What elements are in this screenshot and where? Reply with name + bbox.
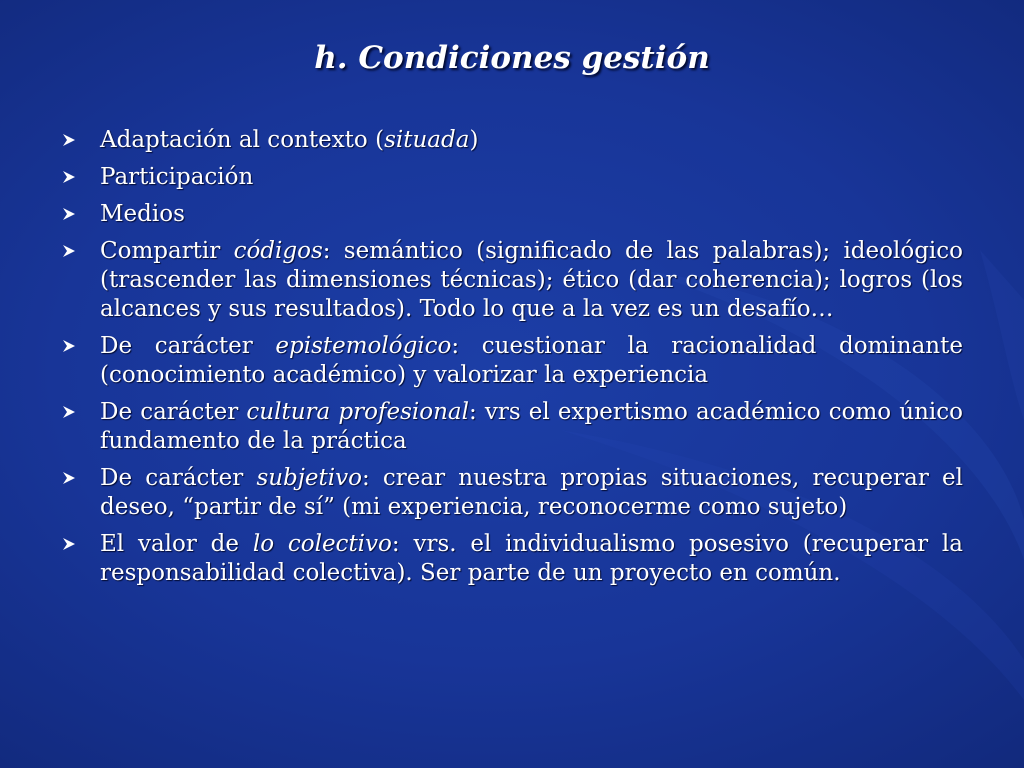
bullet-item [62, 398, 963, 456]
bullet-text [100, 238, 963, 322]
text-run: De carácter [100, 333, 276, 359]
text-run: Compartir [100, 238, 234, 264]
arrowhead-bullet-icon [62, 207, 76, 221]
emphasized-term: lo colectivo [252, 531, 392, 557]
bullet-item [62, 530, 963, 588]
text-run: : semántico (significado de las palabras); ideológico (trascender las dimensiones técnicas); ético (dar coherencia); logros (los alcances y sus resultados). Todo lo que a la vez es un desafío… [100, 238, 963, 322]
arrowhead-bullet-icon [62, 537, 76, 551]
arrowhead-bullet-icon [62, 244, 76, 258]
bullet-item [62, 126, 963, 155]
bullet-text [100, 465, 963, 520]
text-run: De carácter [100, 465, 257, 491]
bullet-text [100, 399, 963, 454]
emphasized-term: códigos [233, 238, 323, 264]
bullet-text [100, 164, 253, 190]
bullet-text [100, 531, 963, 586]
text-run: : crear nuestra propias situaciones, recuperar el deseo, “partir de sí” (mi experiencia, reconocerme como sujeto) [100, 465, 963, 520]
text-run: Participación [100, 164, 254, 190]
arrowhead-bullet-icon [62, 405, 76, 419]
bullet-item [62, 163, 963, 192]
text-run: ) [469, 127, 479, 153]
arrowhead-bullet-icon [62, 133, 76, 147]
text-run: El valor de [100, 531, 253, 557]
emphasized-term: situada [384, 127, 470, 153]
emphasized-term: epistemológico [275, 333, 452, 359]
bullet-text [100, 333, 963, 388]
bullet-item [62, 200, 963, 229]
text-run: : cuestionar la racionalidad dominante (conocimiento académico) y valorizar la experiencia [100, 333, 963, 388]
arrowhead-bullet-icon [62, 170, 76, 184]
text-run: : vrs el expertismo académico como único fundamento de la práctica [100, 399, 963, 454]
bullet-text [100, 127, 478, 153]
bullet-item [62, 464, 963, 522]
text-run: : vrs. el individualismo posesivo (recuperar la responsabilidad colectiva). Ser parte de un proyecto en común. [100, 531, 963, 586]
text-run: Adaptación al contexto ( [100, 127, 385, 153]
emphasized-term: subjetivo [256, 465, 362, 491]
emphasized-term: cultura profesional [246, 399, 469, 425]
arrowhead-bullet-icon [62, 471, 76, 485]
bullet-text [100, 201, 185, 227]
slide-title: h. Condiciones gestión [314, 40, 710, 76]
text-run: Medios [100, 201, 185, 227]
bullet-list [62, 126, 963, 596]
bullet-item [62, 237, 963, 324]
bullet-item [62, 332, 963, 390]
text-run: De carácter [100, 399, 247, 425]
arrowhead-bullet-icon [62, 339, 76, 353]
